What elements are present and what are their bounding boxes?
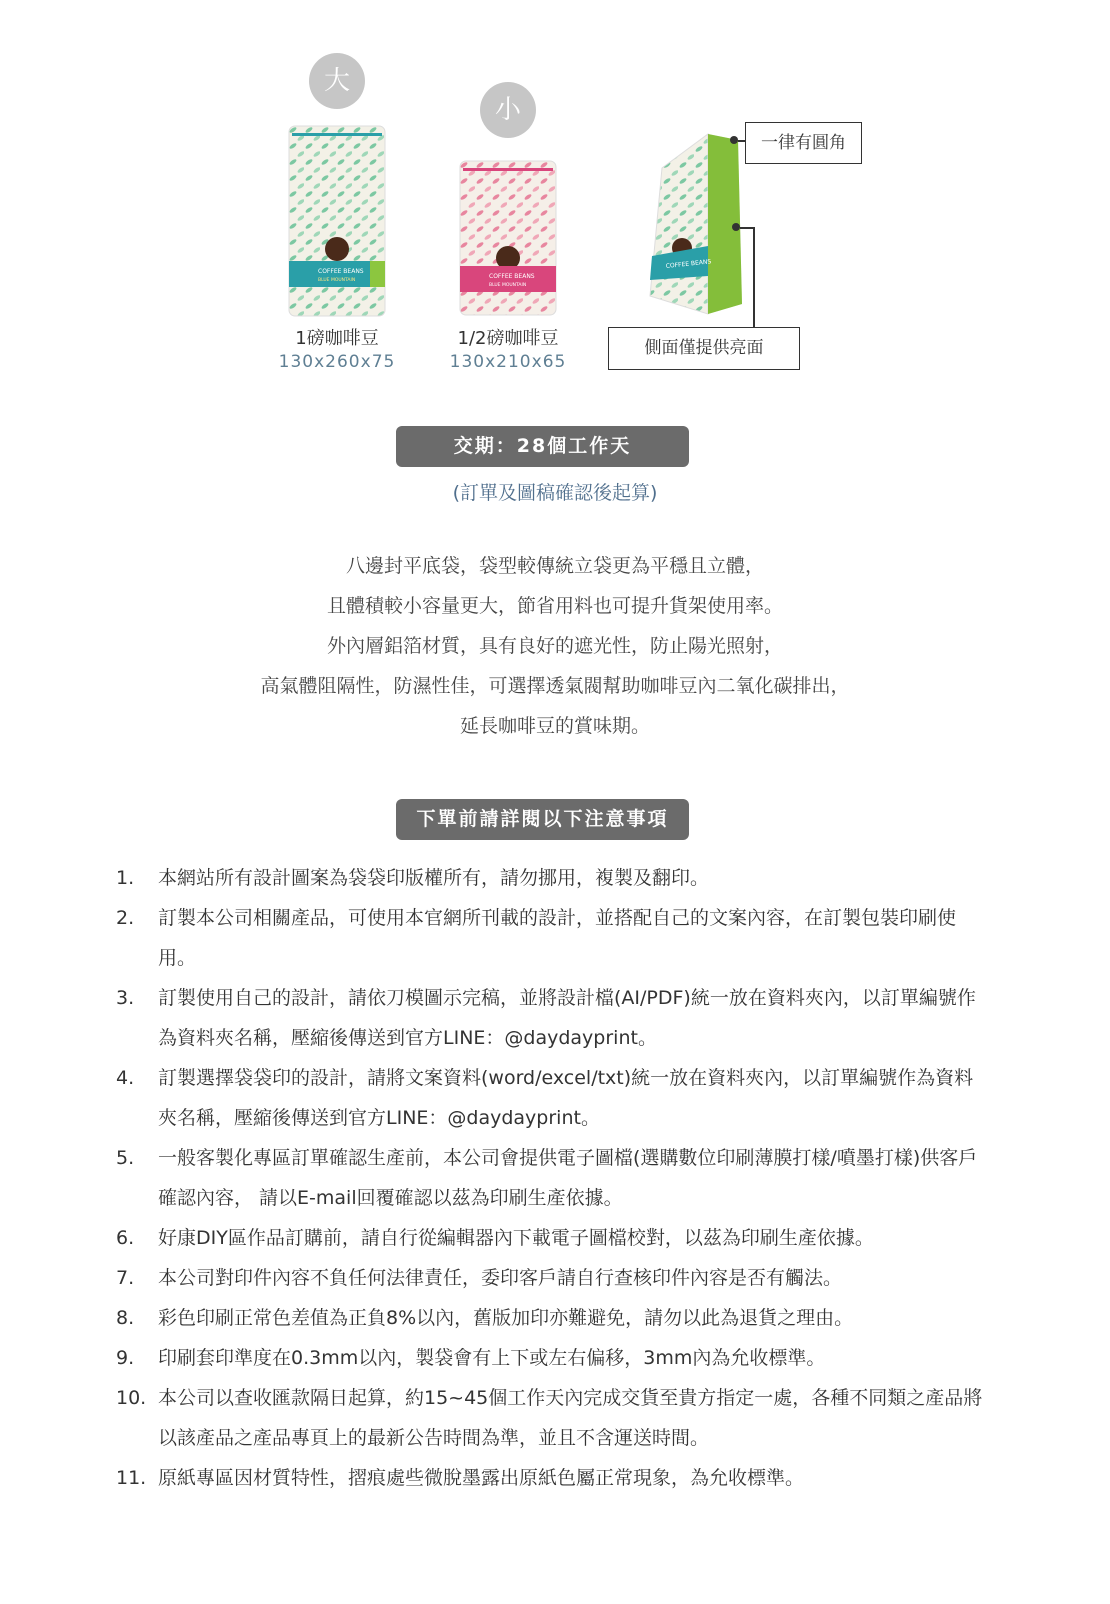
- notice-item-number: 11.: [116, 1467, 147, 1489]
- notice-item: [116, 898, 986, 978]
- notice-item: [116, 1298, 986, 1338]
- bag-label-line2: BLUE MOUNTAIN: [318, 278, 356, 283]
- bag-label-line1: COFFEE BEANS: [318, 268, 364, 275]
- description-line: 延長咖啡豆的賞味期。: [459, 715, 650, 737]
- notice-item: [116, 1218, 986, 1258]
- notice-item-number: 2.: [116, 907, 135, 929]
- notice-item-text: 印刷套印準度在0.3mm以內，製袋會有上下或左右偏移，3mm內為允收標準。: [158, 1347, 826, 1369]
- notice-item-number: 3.: [116, 987, 135, 1009]
- notice-item-number: 7.: [116, 1267, 135, 1289]
- large-product-name: 1磅咖啡豆: [295, 328, 379, 349]
- notice-item-number: 9.: [116, 1347, 135, 1369]
- notice-item-number: 10.: [116, 1387, 147, 1409]
- notice-item-text: 本公司以查收匯款隔日起算，約15~45個工作天內完成交貨至貴方指定一處，各種不同類之產品將以該產品之產品專頁上的最新公告時間為準，並且不含運送時間。: [158, 1387, 983, 1449]
- notice-item: [116, 858, 986, 898]
- bag-label-line1: COFFEE BEANS: [489, 273, 535, 280]
- notice-item-text: 訂製選擇袋袋印的設計，請將文案資料(word/excel/txt)統一放在資料夾內，以訂單編號作為資料夾名稱，壓縮後傳送到官方LINE：@daydayprint。: [158, 1067, 974, 1129]
- notice-item-text: 彩色印刷正常色差值為正負8%以內，舊版加印亦難避免，請勿以此為退貨之理由。: [158, 1307, 854, 1329]
- notice-item: [116, 1458, 986, 1498]
- notice-item: [116, 1138, 986, 1218]
- callout-leader-line: [740, 227, 754, 229]
- small-product-dimensions: 130x210x65: [449, 352, 567, 372]
- notice-item: [116, 1378, 986, 1458]
- description-line: 外內層鋁箔材質，具有良好的遮光性，防止陽光照射，: [326, 635, 783, 657]
- notice-item-number: 5.: [116, 1147, 135, 1169]
- angled-coffee-bag-image: [646, 128, 746, 318]
- notice-item-number: 4.: [116, 1067, 135, 1089]
- notice-item-text: 一般客製化專區訂單確認生產前，本公司會提供電子圖檔(選購數位印刷薄膜打樣/噴墨打樣)供客戶確認內容， 請以E-mail回覆確認以茲為印刷生產依據。: [158, 1147, 978, 1209]
- rounded-corner-callout: 一律有圓角: [745, 122, 862, 164]
- notice-item: [116, 1338, 986, 1378]
- bag-label-line2: BLUE MOUNTAIN: [489, 283, 527, 288]
- description-line: 八邊封平底袋，袋型較傳統立袋更為平穩且立體，: [345, 555, 764, 577]
- notice-item: [116, 1258, 986, 1298]
- small-coffee-bag-image: [459, 160, 557, 316]
- size-badge-small: 小: [480, 82, 536, 138]
- notice-item-number: 6.: [116, 1227, 135, 1249]
- large-coffee-bag-image: [288, 125, 386, 317]
- side-glossy-callout: 側面僅提供亮面: [608, 327, 800, 370]
- size-badge-large: 大: [309, 53, 365, 109]
- notice-item-text: 訂製本公司相關產品，可使用本官網所刊載的設計，並搭配自己的文案內容，在訂製包裝印刷使用。: [158, 907, 957, 969]
- notice-item-text: 本公司對印件內容不負任何法律責任，委印客戶請自行查核印件內容是否有觸法。: [158, 1267, 843, 1289]
- large-product-dimensions: 130x260x75: [278, 352, 396, 372]
- description-line: 且體積較小容量更大，節省用料也可提升貨架使用率。: [326, 595, 783, 617]
- product-description: [0, 546, 1110, 746]
- small-product-name: 1/2磅咖啡豆: [457, 328, 559, 349]
- notice-list: [116, 858, 986, 1498]
- delivery-time-badge: 交期：28個工作天: [396, 426, 689, 467]
- bag-label-line1: COFFEE BEANS: [665, 258, 712, 270]
- notice-item-number: 1.: [116, 867, 135, 889]
- callout-pointer-dot: [732, 223, 740, 231]
- callout-leader-line: [738, 140, 746, 142]
- delivery-note: (訂單及圖稿確認後起算): [452, 482, 658, 504]
- notice-item: [116, 1058, 986, 1138]
- callout-leader-line: [753, 227, 755, 328]
- notice-item-text: 好康DIY區作品訂購前，請自行從編輯器內下載電子圖檔校對，以茲為印刷生產依據。: [158, 1227, 874, 1249]
- notice-item: [116, 978, 986, 1058]
- callout-pointer-dot: [730, 136, 738, 144]
- notice-item-text: 本網站所有設計圖案為袋袋印版權所有，請勿挪用，複製及翻印。: [158, 867, 710, 889]
- description-line: 高氣體阻隔性，防濕性佳，可選擇透氣閥幫助咖啡豆內二氧化碳排出，: [260, 675, 850, 697]
- notice-item-text: 訂製使用自己的設計，請依刀模圖示完稿，並將設計檔(AI/PDF)統一放在資料夾內，以訂單編號作為資料夾名稱，壓縮後傳送到官方LINE：@daydayprint。: [158, 987, 976, 1049]
- notice-item-number: 8.: [116, 1307, 135, 1329]
- notice-heading-badge: 下單前請詳閱以下注意事項: [396, 799, 689, 840]
- notice-item-text: 原紙專區因材質特性，摺痕處些微脫墨露出原紙色屬正常現象，為允收標準。: [158, 1467, 805, 1489]
